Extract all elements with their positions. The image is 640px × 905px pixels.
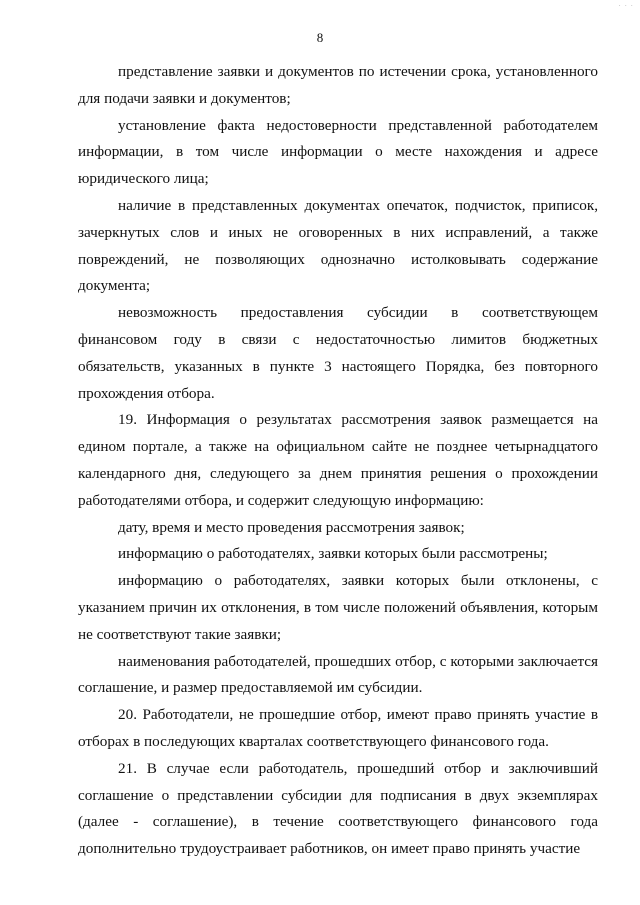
paragraph-item-21: 21. В случае если работодатель, прошедший отбор и заключивший соглашение о представлении субсидии для подписания в двух экземплярах (далее - соглашение), в течение соответствующего финансового года дополнительно трудоустраивает работников, он имеет право принять участие xyxy=(78,759,598,858)
paragraph-item-20: 20. Работодатели, не прошедшие отбор, имеют право принять участие в отборах в последующих кварталах соответствующего финансового года. xyxy=(78,706,598,750)
paragraph-reviewed-employers: информацию о работодателях, заявки которых были рассмотрены; xyxy=(118,545,548,563)
paragraph-item-19: 19. Информация о результатах рассмотрения заявок размещается на едином портале, а также на официальном сайте не позднее четырнадцатого календарного дня, следующего за днем принятия решения о прохождении работодателями отбора, и содержит следующую информацию: xyxy=(78,411,598,509)
paragraph-rejected-employers: информацию о работодателях, заявки которых были отклонены, с указанием причин их отклонения, в том числе положений объявления, которым не соответствуют такие заявки; xyxy=(78,572,598,643)
paragraph-late-submission: представление заявки и документов по истечении срока, установленного для подачи заявки и документов; xyxy=(78,63,598,107)
page-number: 8 xyxy=(316,30,324,45)
paragraph-selected-employers: наименования работодателей, прошедших отбор, с которыми заключается соглашение, и размер предоставляемой им субсидии. xyxy=(78,652,598,697)
scan-corner-mark: · · · xyxy=(618,2,634,10)
document-body xyxy=(78,59,598,863)
paragraph-document-errors: наличие в представленных документах опечаток, подчисток, приписок, зачеркнутых слов и иных не оговоренных в них исправлений, а также повреждений, не позволяющих однозначно истолковывать содержание документа; xyxy=(78,196,598,295)
paragraph-review-date: дату, время и место проведения рассмотрения заявок; xyxy=(118,518,465,536)
paragraph-false-information: установление факта недостоверности представленной работодателем информации, в том числе информации о месте нахождения и адресе юридического лица; xyxy=(78,116,598,188)
paragraph-budget-limits: невозможность предоставления субсидии в соответствующем финансовом году в связи с недостаточностью лимитов бюджетных обязательств, указанных в пункте 3 настоящего Порядка, без повторного прохождения отбора. xyxy=(78,304,598,402)
